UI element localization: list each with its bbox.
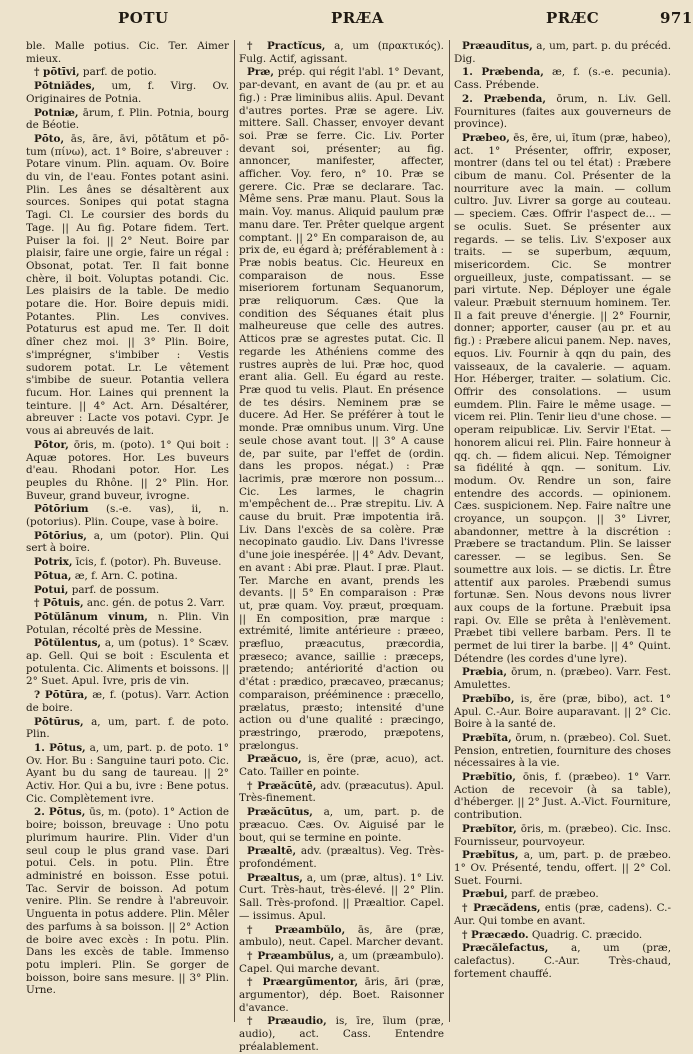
entry-headword: † Præargūmentor, (247, 976, 359, 989)
header-right-guideword: PRÆC (546, 9, 600, 27)
entry-headword: Potui, (34, 583, 69, 596)
dictionary-entry (26, 556, 229, 569)
entry-definition: ārum, f. Plin. Potnia, bourg de Béotie. (26, 106, 229, 132)
entry-definition: æ, f. (potus). Varr. Action de boire. (26, 689, 229, 714)
entry-definition: ūs, m. (poto). 1° Action de boire; boisson, breuvage : Uno potu plurimum haurire. Plin. Vider d'un seul coup le plus grand vase. Dari potui. Cels. in potu. Plin. Être administré en boisson. Esse potui. Tac. Servir de boisson. Ad potum venire. Plin. Se rendre à l'abreuvoir. Unguenta in potus addere. Plin. Mêler des parfums à sa boisson. || 2° Action de boire avec excès : In potu. Plin. Dans les excès de table. Immenso potu impleri. Plin. Se gorger de boisson, boire sans mesure. || 3° Plin. Urne. (26, 806, 230, 997)
dictionary-entry (26, 503, 229, 528)
entry-definition: entis (præ, cadens). C.-Aur. Qui tombe en avant. (454, 902, 671, 927)
entry-definition: a, um (præambulo). Capel. Qui marche devant. (239, 949, 444, 975)
entry-definition: is, ĕre (præ, bibo), act. 1° Apul. C.-Aur. Boire auparavant. || 2° Cic. Boire à la santé de. (454, 692, 671, 731)
header-left-guideword: POTU (118, 9, 169, 27)
entry-definition: is, īre, īlum (præ, audio), act. Cass. Entendre préalablement. (239, 1015, 444, 1053)
entry-headword: Præaudītus, (462, 40, 533, 52)
dictionary-entry (454, 693, 671, 731)
entry-definition: um, f. Virg. Ov. Originaires de Potnia. (26, 80, 229, 105)
entry-definition: ōrum, n. (præbeo). Col. Suet. Pension, entretien, fourniture des choses nécessaires à la vie. (454, 731, 671, 770)
entry-definition: a, um (præ, calefactus). C.-Aur. Très-chaud, fortement chauffé. (454, 942, 671, 980)
entry-definition: adv. (præaltus). Veg. Très-profondément. (239, 845, 445, 870)
dictionary-entry (454, 66, 671, 91)
entry-headword: Pōtōrium (34, 503, 89, 516)
entry-headword: 1. Pōtus, (34, 741, 86, 754)
entry-definition: ēs, ēre, ui, ĭtum (præ, habeo), act. 1° Présenter, offrir, exposer, montrer (dans tel ou tel état) : Præbere cibum de manu. Col. Présenter de la nourriture avec la main. — collum cultro. Juv. Livrer sa gorge au couteau. — speciem. Cæs. Offrir l'aspect de... — se oculis. Suet. Se présenter aux regards. — se telis. Liv. S'exposer aux traits. — se superbum, æquum, misericordem. Cic. Se montrer orgueilleux, juste, compatissant. — se pari virtute. Nep. Déployer une égale valeur. Præbuit sternuum hominem. Ter. Il a fait preuve d'énergie. || 2° Fournir, donner; apporter, causer (au pr. et au fig.) : Præbere alicui panem. Nep. naves, equos. Liv. Fournir à qqn du pain, des vaisseaux, de la cavalerie. — aquam. Hor. Héberger, traiter. — solatium. Cic. Offrir des consolations. — usum eumdem. Plin. Faire le même usage. — vicem rei. Plin. Tenir lieu d'une chose. — operam reipublicæ. Liv. Servir l'Etat. — honorem alicui rei. Plin. Faire honneur à qq. ch. — fidem alicui. Nep. Témoigner sa fidélité à qqn. — sonitum. Liv. modum. Ov. Rendre un son, faire entendre des accords. — opinionem. Cæs. suspicionem. Nep. Faire naître une croyance, un soupçon. || 3° Livrer, abandonner, mettre à la discrétion : Præbere se tractandum. Plin. Se laisser caresser. — se legibus. Sen. Se soumettre aux lois. — se dictis. Lr. Être attentif aux paroles. Præbendi sumus fortunæ. Sen. Nous devons nous livrer aux coups de la fortune. Præbuit ipsa rapi. Ov. Elle se prêta à l'enlèvement. Præbet tibi vellere barbam. Pers. Il te permet de lui tirer la barbe. || 4° Quint. Détendre (les cordes d'une lyre). (454, 131, 671, 665)
entry-headword: † Practĭcus, (247, 40, 326, 52)
entry-headword: Præbĭta, (462, 731, 512, 744)
dictionary-entry (239, 753, 444, 778)
entry-definition: a, um, part. p. de præbeo. 1° Ov. Présenté, tendu, offert. || 2° Col. Suet. Fourni. (454, 849, 671, 887)
dictionary-entry (26, 611, 229, 636)
entry-headword: Pōtūrus, (34, 715, 84, 728)
entry-headword: Præbĭbo, (462, 692, 515, 705)
entry-headword: † Præcădens, (462, 902, 541, 915)
dictionary-entry (26, 570, 229, 583)
dictionary-entry (239, 40, 444, 65)
entry-definition: prép. qui régit l'abl. 1° Devant, par-devant, en avant de (au pr. et au fig.) : Præ liminibus aliis. Apul. Devant d'autres portes. Præ se agere. Liv. mittere. Sall. Chasser, envoyer devant soi. Præ se ferre. Cic. Liv. Porter devant soi, présenter; au fig. annoncer, manifester, affecter, afficher. Voy. fero, n° 10. Præ se gerere. Cic. Præ se declarare. Tac. Même sens. Præ manu. Plaut. Sous la main. Voy. manus. Aliquid paulum præ manu dare. Ter. Prêter quelque argent comptant. || 2° En comparaison de, au prix de, eu égard à; préférablement à : Præ nobis beatus. Cic. Heureux en comparaison de nous. Esse miseriorem fortunam Sequanorum, præ reliquorum. Cæs. Que la condition des Séquanes était plus malheureuse que celle des autres. Atticos præ se agrestes putat. Cic. Il regarde les Athéniens comme des rustres auprès de lui. Præ hoc, quod erant alia. Gell. Eu égard au reste. Præ quod tu velis. Plaut. En présence de tes désirs. Neminem præ se ducere. Ad Her. Se préférer à tout le monde. Præ omnibus unum. Virg. Une seule chose avant tout. || 3° A cause de, par suite, par l'effet de (ordin. dans les propos. négat.) : Præ lacrimis, præ mœrore non possum... Cic. Les larmes, le chagrin m'empêchent de... Præ strepitu. Liv. A cause du bruit. Præ impotentia irā. Liv. Dans l'excès de sa colère. Præ necopinato gaudio. Liv. Dans l'ivresse d'une joie inespérée. || 4° Adv. Devant, en avant : Abi præ. Plaut. I præ. Plaut. Ter. Marche en avant, prends les devants. || 5° En comparaison : Præ ut, præ quam. Voy. præut, prœquam. || En composition, præ marque : extrémité, limite antérieure : præeo, præfluo, præacutus, præcordia, præseco; avance, saillie : præceps, prætendo; antériorité d'action ou d'état : prædico, præcaveo, præcanus; comparaison, prééminence : præcello, prælatus, præsto; intensité d'une action ou d'une qualité : præcingo, præstringo, prærodo, præpotens, prælongus. (239, 66, 444, 752)
entry-definition: (s.-e. vas), ii, n. (potorius). Plin. Coupe, vase à boire. (26, 503, 229, 529)
dictionary-entry (454, 732, 671, 770)
entry-definition: īcis, f. (potor). Ph. Buveuse. (75, 556, 222, 569)
entry-definition: Quadrig. C. præcido. (531, 928, 643, 941)
entry-headword: Præbĭtus, (462, 849, 519, 862)
dictionary-entry (454, 666, 671, 691)
dictionary-entry (454, 771, 671, 822)
entry-definition: a, um (πρακτικός). Fulg. Actif, agissant. (239, 40, 444, 65)
entry-definition: ōris, m. (præbeo). Cic. Insc. Fournisseur, pourvoyeur. (454, 822, 671, 848)
dictionary-entry (454, 902, 671, 927)
entry-definition: a, um, part. p. de præacuo. Cæs. Ov. Aiguisé par le bout, qui se termine en pointe. (239, 806, 444, 844)
entry-definition: ōris, m. (poto). 1° Qui boit : Aquæ potores. Hor. Les buveurs d'eau. Rhodani potor. Hor. Les peuples du Rhône. || 2° Plin. Hor. Buveur, grand buveur, ivrogne. (26, 438, 229, 502)
entry-headword: Pōto, (34, 132, 65, 145)
entry-definition: parf. de potio. (82, 66, 157, 79)
entry-definition: adv. (præacutus). Apul. Très-finement. (239, 779, 444, 805)
dictionary-entry (239, 845, 444, 870)
dictionary-entry (239, 1015, 444, 1053)
entry-headword: † Præăcūtē, (247, 779, 317, 792)
entry-definition: is, ĕre (præ, acuo), act. Cato. Tailler en pointe. (239, 753, 444, 779)
header-middle-guideword: PRÆA (331, 9, 384, 27)
dictionary-entry (26, 439, 229, 503)
entry-headword: Præaltē, (247, 845, 297, 858)
entry-headword: Præbĭtor, (462, 822, 517, 835)
column-3 (454, 40, 671, 1022)
entry-headword: Præaltus, (247, 871, 303, 884)
dictionary-entry (239, 66, 444, 752)
entry-headword: Pōtor, (34, 438, 69, 451)
page-number: 971 (660, 9, 693, 27)
column-divider (234, 40, 235, 1022)
dictionary-entry (26, 637, 229, 688)
entry-headword: Pōtōrius, (34, 529, 87, 542)
entry-definition: ōnis, f. (præbeo). 1° Varr. Action de recevoir (à sa table), d'héberger. || 2° Just. A.-Vict. Fourniture, contribution. (454, 771, 671, 822)
dictionary-entry (26, 107, 229, 132)
dictionary-entry (454, 942, 671, 980)
entry-headword: Potrix, (34, 556, 73, 569)
entry-definition: āris, āri (præ, argumentor), dép. Boet. Raisonner d'avance. (239, 976, 444, 1014)
dictionary-entry (454, 849, 671, 887)
entry-definition: a, um, part. f. de poto. Plin. (26, 715, 229, 741)
dictionary-entry (239, 806, 444, 844)
entry-headword: † Præambŭlo, (247, 923, 346, 936)
entry-headword: † Præaudio, (247, 1015, 327, 1028)
entry-headword: Præăcuo, (247, 753, 302, 766)
dictionary-entry (26, 716, 229, 741)
dictionary-entry (26, 806, 229, 997)
entry-headword: † pōtīvi, (34, 66, 80, 79)
entry-headword: Præbeo, (462, 131, 510, 144)
entry-definition: ōrum, n. Liv. Gell. Fournitures (faites aux gouverneurs de province). (454, 92, 671, 131)
dictionary-entry (454, 929, 671, 942)
entry-headword: † Præambŭlus, (247, 949, 335, 962)
entry-definition: ōrum, n. (præbeo). Varr. Fest. Amulettes. (454, 666, 671, 692)
dictionary-entry (26, 742, 229, 806)
dictionary-entry (239, 924, 444, 949)
entry-definition: n. Plin. Vin Potulan, récolté près de Messine. (26, 610, 229, 636)
dictionary-entry (239, 872, 444, 923)
dictionary-entry (26, 597, 229, 610)
dictionary-entry (239, 976, 444, 1014)
dictionary-entry (454, 40, 671, 65)
dictionary-entry (454, 823, 671, 848)
dictionary-entry (26, 689, 229, 714)
entry-definition: a, um, part. p. de poto. 1° Ov. Hor. Bu : Sanguine tauri poto. Cic. Ayant bu du sang de taureau. || 2° Activ. Hor. Qui a bu, ivre : Bene potus. Cic. Complètement ivre. (26, 741, 229, 805)
entry-headword: ? Pōtūra, (34, 689, 88, 702)
dictionary-entry (26, 584, 229, 597)
entry-definition: ble. Malle potius. Cic. Ter. Aimer mieux. (26, 40, 229, 65)
entry-definition: a, um (potor). Plin. Qui sert à boire. (26, 529, 229, 555)
dictionary-entry (26, 66, 229, 79)
entry-definition: anc. gén. de potus 2. Varr. (86, 597, 225, 610)
entry-headword: 2. Præbenda, (462, 92, 546, 105)
dictionary-entry (239, 780, 444, 805)
column-2 (239, 40, 445, 1053)
entry-headword: Præbĭtio, (462, 771, 516, 784)
column-divider (449, 40, 450, 1022)
entry-definition: a, um (præ, altus). 1° Liv. Curt. Très-haut, très-élevé. || 2° Plin. Sall. Très-profond. || Præaltior. Capel. — issimus. Apul. (239, 871, 444, 922)
entry-headword: Præ, (247, 66, 275, 79)
entry-definition: ās, āre (præ, ambulo), neut. Capel. Marcher devant. (239, 923, 444, 949)
entry-definition: parf. de præbeo. (511, 888, 599, 901)
dictionary-entry (454, 93, 671, 131)
entry-headword: Pōtŭlentus, (34, 637, 102, 650)
entry-headword: 1. Præbenda, (462, 66, 544, 79)
entry-headword: Præcălefactus, (462, 942, 549, 955)
entry-headword: Potniæ, (34, 106, 79, 119)
dictionary-entry (454, 888, 671, 901)
entry-headword: † Præcædo. (462, 928, 529, 941)
entry-headword: Præbui, (462, 888, 508, 901)
entry-headword: Pōtŭlānum vinum, (34, 610, 148, 623)
dictionary-entry (26, 80, 229, 105)
dictionary-entry (26, 133, 229, 438)
page-header (26, 0, 693, 40)
column-1 (26, 40, 229, 1022)
entry-definition: æ, f. Arn. C. potina. (74, 569, 178, 582)
entry-headword: Præăcūtus, (247, 806, 313, 819)
dictionary-entry (26, 530, 229, 555)
entry-definition: ās, āre, āvi, pōtātum et pō-tum (πίνω), act. 1° Boire, s'abreuver : Potare vinum. Plin. aquam. Ov. Boire du vin, de l'eau. Fontes potant asini. Plin. Les ânes se désaltèrent aux sources. Sonipes qui potat stagna Tagi. Cl. Le coursier des bords du Tage. || Au fig. Potare fidem. Tert. Puiser la foi. || 2° Neut. Boire par plaisir, faire une orgie, faire un régal : Obsonat, potat. Ter. Il fait bonne chère, il boit. Voluptas potandi. Cic. Les plaisirs de la table. De medio potare die. Hor. Boire depuis midi. Potantes. Plin. Les convives. Potaturus est apud me. Ter. Il doit dîner chez moi. || 3° Plin. Boire, s'imprégner, s'imbiber : Vestis sudorem potat. Lr. Le vêtement s'imbibe de sueur. Potantia vellera fucum. Hor. Laines qui prennent la teinture. || 4° Act. Arn. Désaltérer, abreuver : Lacte vos potavi. Cypr. Je vous ai abreuvés de lait. (26, 132, 229, 438)
entry-headword: Pōtniădes, (34, 80, 96, 93)
entry-headword: † Pōtuis, (34, 597, 84, 610)
entry-definition: a, um, part. p. du précéd. Dig. (454, 40, 671, 65)
entry-definition: æ, f. (s.-e. pecunia). Cass. Prébende. (454, 66, 671, 92)
text-columns (26, 40, 676, 1053)
entry-headword: 2. Pōtus, (34, 806, 86, 819)
entry-definition: a, um (potus). 1° Scæv. ap. Gell. Qui se boit : Esculenta et potulenta. Cic. Aliments et boissons. || 2° Suet. Apul. Ivre, pris de vin. (26, 637, 229, 688)
dictionary-entry (454, 132, 671, 666)
dictionary-entry (239, 950, 444, 975)
entry-headword: Pōtua, (34, 569, 72, 582)
entry-headword: Præbia, (462, 666, 507, 679)
dictionary-entry (26, 40, 229, 65)
entry-definition: parf. de possum. (71, 583, 160, 596)
